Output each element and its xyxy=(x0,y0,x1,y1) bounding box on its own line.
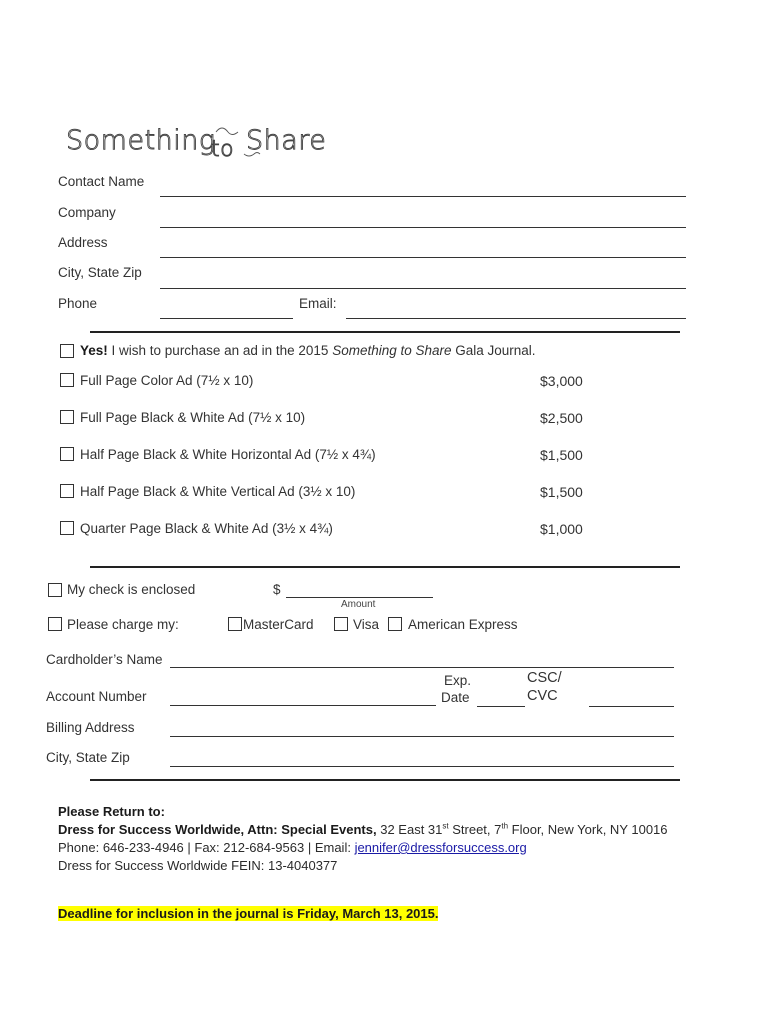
option-checkbox[interactable] xyxy=(60,410,74,424)
mastercard-label: MasterCard xyxy=(243,617,314,632)
contact-name-field[interactable] xyxy=(160,196,686,197)
phone-field[interactable] xyxy=(160,318,293,319)
option-label: Half Page Black & White Vertical Ad (3½ x 10) xyxy=(80,484,356,499)
amount-field[interactable] xyxy=(286,597,433,598)
option-checkbox[interactable] xyxy=(60,447,74,461)
dollar-sign: $ xyxy=(273,582,281,597)
yes-text: Yes! xyxy=(80,343,108,358)
address-field[interactable] xyxy=(160,257,686,258)
section-divider xyxy=(90,331,680,333)
option-price: $3,000 xyxy=(540,373,583,389)
check-enclosed-checkbox[interactable] xyxy=(48,583,62,597)
company-label: Company xyxy=(58,205,116,220)
logo-text-to: to xyxy=(211,137,235,162)
check-enclosed-label: My check is enclosed xyxy=(67,582,196,597)
exp-date-field[interactable] xyxy=(477,706,525,707)
account-number-label: Account Number xyxy=(46,689,147,704)
company-field[interactable] xyxy=(160,227,686,228)
billing-city-label: City, State Zip xyxy=(46,750,130,765)
city-state-zip-field[interactable] xyxy=(160,288,686,289)
option-checkbox[interactable] xyxy=(60,373,74,387)
section-divider xyxy=(90,779,680,781)
amex-label: American Express xyxy=(408,617,518,632)
contact-name-label: Contact Name xyxy=(58,174,145,189)
option-price: $1,000 xyxy=(540,521,583,537)
email-field[interactable] xyxy=(346,318,686,319)
option-label: Full Page Black & White Ad (7½ x 10) xyxy=(80,410,306,425)
logo-text-something: Something xyxy=(66,125,216,156)
mastercard-checkbox[interactable] xyxy=(228,617,242,631)
exp-label-line2: Date xyxy=(441,690,470,705)
csc-label-line1: CSC/ xyxy=(527,670,562,686)
return-heading: Please Return to: xyxy=(58,804,165,819)
visa-checkbox[interactable] xyxy=(334,617,348,631)
visa-label: Visa xyxy=(353,617,380,632)
logo-text-share: Share xyxy=(246,125,327,156)
option-label: Quarter Page Black & White Ad (3½ x 4¾) xyxy=(80,521,333,536)
return-contact-line: Phone: 646-233-4946 | Fax: 212-684-9563 | Email: jennifer@dressforsuccess.org xyxy=(58,840,527,855)
option-checkbox[interactable] xyxy=(60,484,74,498)
cardholder-label: Cardholder’s Name xyxy=(46,652,163,667)
csc-field[interactable] xyxy=(589,706,674,707)
phone-label: Phone xyxy=(58,296,98,311)
cardholder-field[interactable] xyxy=(170,667,674,668)
intro-prefix: I wish to purchase an ad in the 2015 xyxy=(107,343,333,358)
something-to-share-logo xyxy=(66,122,366,162)
address-label: Address xyxy=(58,235,108,250)
option-price: $1,500 xyxy=(540,484,583,500)
charge-label: Please charge my: xyxy=(67,617,179,632)
city-state-zip-label: City, State Zip xyxy=(58,265,142,280)
billing-city-field[interactable] xyxy=(170,766,674,767)
yes-checkbox[interactable] xyxy=(60,344,74,358)
intro-suffix: Gala Journal. xyxy=(451,343,536,358)
billing-address-label: Billing Address xyxy=(46,720,135,735)
return-info xyxy=(58,803,748,875)
option-price: $1,500 xyxy=(540,447,583,463)
amount-label: Amount xyxy=(341,599,376,610)
csc-label-line2: CVC xyxy=(527,688,558,704)
email-label: Email: xyxy=(299,296,337,311)
fein-line: Dress for Success Worldwide FEIN: 13-4040377 xyxy=(58,858,338,873)
billing-address-field[interactable] xyxy=(170,736,674,737)
amex-checkbox[interactable] xyxy=(388,617,402,631)
return-address: Dress for Success Worldwide, Attn: Special Events, 32 East 31st Street, 7th Floor, New York, NY 10016 xyxy=(58,821,668,837)
section-divider xyxy=(90,566,680,568)
option-label: Half Page Black & White Horizontal Ad (7½ x 4¾) xyxy=(80,447,376,462)
exp-label-line1: Exp. xyxy=(444,673,472,688)
intro-italic: Something to Share xyxy=(332,343,452,358)
option-checkbox[interactable] xyxy=(60,521,74,535)
option-label: Full Page Color Ad (7½ x 10) xyxy=(80,373,254,388)
purchase-intro xyxy=(80,343,536,358)
email-link[interactable]: jennifer@dressforsuccess.org xyxy=(354,840,527,855)
account-number-field[interactable] xyxy=(170,705,436,706)
deadline-notice: Deadline for inclusion in the journal is Friday, March 13, 2015. xyxy=(58,906,439,921)
option-price: $2,500 xyxy=(540,410,583,426)
charge-checkbox[interactable] xyxy=(48,617,62,631)
